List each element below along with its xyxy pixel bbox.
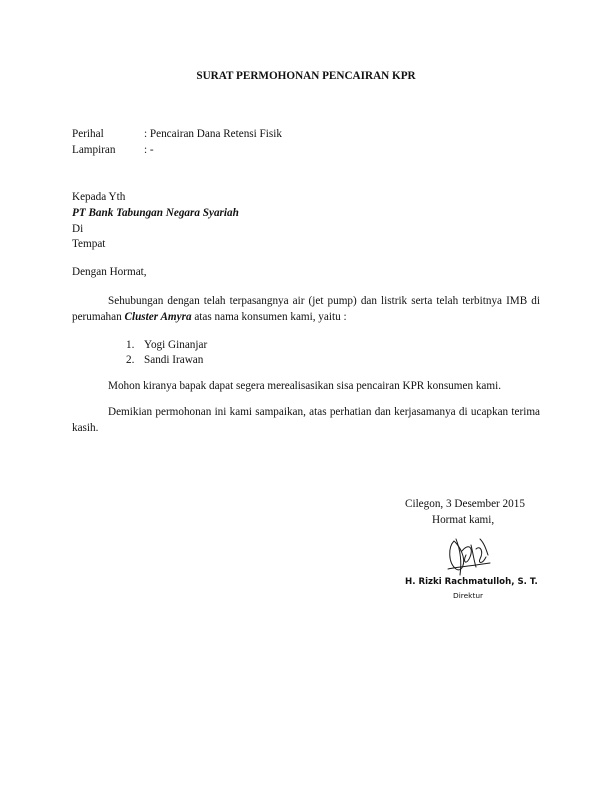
recipient-bank: PT Bank Tabungan Negara Syariah bbox=[72, 207, 239, 219]
consumer-number: 2. bbox=[126, 354, 135, 366]
perihal-label: Perihal bbox=[72, 128, 104, 140]
letter-title: SURAT PERMOHONAN PENCAIRAN KPR bbox=[196, 70, 416, 82]
paragraph-intro-tail: atas nama konsumen kami, yaitu : bbox=[191, 310, 347, 323]
signature-stroke bbox=[448, 563, 490, 569]
paragraph-intro bbox=[72, 294, 540, 325]
consumer-number: 1. bbox=[126, 339, 135, 351]
cluster-name: Cluster Amyra bbox=[124, 310, 192, 323]
signer-name: H. Rizki Rachmatulloh, S. T. bbox=[405, 577, 538, 587]
paragraph-intro-text: Sehubungan dengan telah terpasangnya air (jet pump) dan listrik serta telah terbitnya IMB di perumahan bbox=[72, 295, 540, 323]
signer-role: Direktur bbox=[453, 591, 484, 600]
paragraph-request: Mohon kiranya bapak dapat segera merealisasikan sisa pencairan KPR konsumen kami. bbox=[108, 380, 501, 392]
regards: Hormat kami, bbox=[432, 514, 495, 526]
signature-stroke bbox=[476, 548, 486, 563]
signature-stroke bbox=[480, 539, 488, 555]
signature-stroke bbox=[450, 541, 464, 570]
recipient-line-1: Kepada Yth bbox=[72, 191, 126, 203]
signature-image bbox=[440, 533, 496, 579]
salutation: Dengan Hormat, bbox=[72, 266, 147, 278]
consumer-name: Yogi Ginanjar bbox=[144, 339, 208, 351]
signature-stroke bbox=[471, 545, 476, 567]
lampiran-label: Lampiran bbox=[72, 144, 116, 156]
lampiran-value: : - bbox=[144, 144, 154, 156]
place-date: Cilegon, 3 Desember 2015 bbox=[405, 498, 525, 510]
recipient-line-3: Di bbox=[72, 223, 84, 235]
consumer-name: Sandi Irawan bbox=[144, 354, 204, 366]
paragraph-closing: Demikian permohonan ini kami sampaikan, atas perhatian dan kerjasamanya di ucapkan terima kasih. bbox=[72, 406, 540, 434]
recipient-line-4: Tempat bbox=[72, 238, 106, 250]
perihal-value: : Pencairan Dana Retensi Fisik bbox=[144, 128, 282, 140]
